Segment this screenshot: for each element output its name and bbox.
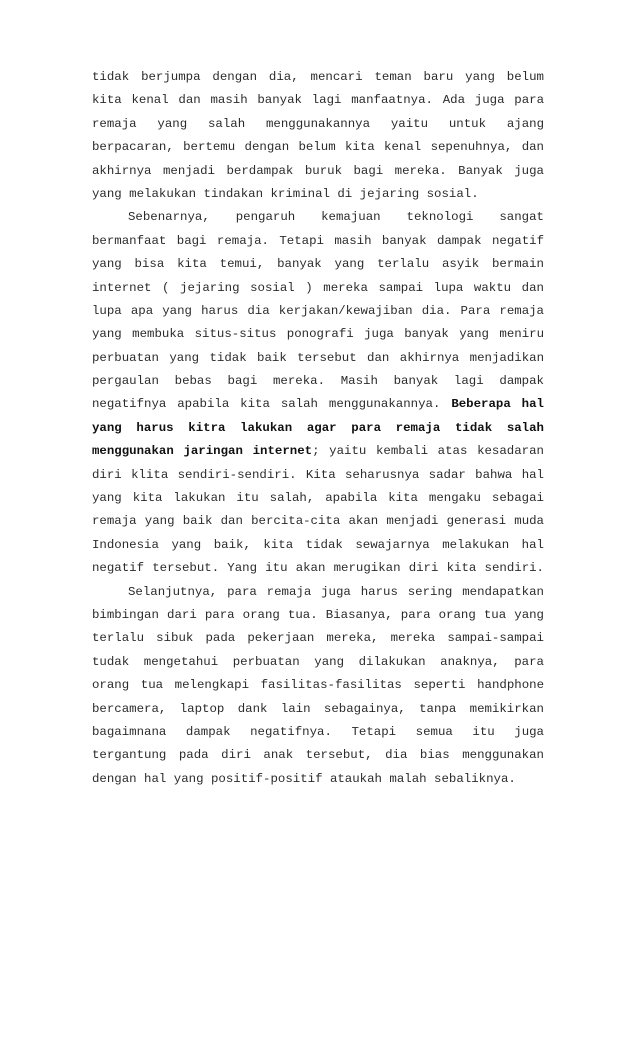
paragraph-start-line: Selanjutnya, para remaja juga harus sering mendapatkan [128, 584, 544, 599]
text-line: bermanfaat bagi remaja. Tetapi masih banyak dampak negatif [92, 233, 544, 248]
text-line: tudak mengetahui perbuatan yang dilakukan anaknya, para [92, 654, 544, 669]
text-line: diri klita sendiri-sendiri. Kita seharusnya sadar bahwa hal [92, 467, 544, 482]
bold-text-segment: menggunakan jaringan internet [92, 444, 313, 459]
text-line: yang bisa kita temui, banyak yang terlalu asyik bermain [92, 257, 544, 272]
text-line: remaja yang salah menggunakannya yaitu untuk ajang [92, 116, 544, 131]
text-line: lupa apa yang harus dia kerjakan/kewajiban dia. Para remaja [92, 303, 544, 318]
text-line: bimbingan dari para orang tua. Biasanya, para orang tua yang [92, 607, 544, 622]
text-line: tidak berjumpa dengan dia, mencari teman baru yang belum [92, 70, 544, 84]
text-line: pergaulan bebas bagi mereka. Masih banyak lagi dampak [92, 374, 544, 389]
text-line-mixed [92, 440, 544, 463]
bold-text-segment: Beberapa hal [451, 397, 544, 412]
text-segment: ; yaitu kembali atas kesadaran [312, 444, 544, 459]
text-line: tergantung pada diri anak tersebut, dia bias menggunakan [92, 748, 544, 763]
text-line: yang kita lakukan itu salah, apabila kita mengaku sebagai [92, 491, 544, 506]
text-line: berpacaran, bertemu dengan belum kita kenal sepenuhnya, dan [92, 140, 544, 155]
text-line: bercamera, laptop dank lain sebagainya, tanpa memikirkan [92, 701, 544, 716]
text-line: kita kenal dan masih banyak lagi manfaatnya. Ada juga para [92, 93, 544, 108]
text-line: akhirnya menjadi berdampak buruk bagi mereka. Banyak juga [92, 163, 544, 178]
paragraph-start-line: Sebenarnya, pengaruh kemajuan teknologi sangat [128, 210, 544, 225]
text-line: terlalu sibuk pada pekerjaan mereka, mereka sampai-sampai [92, 631, 544, 646]
body-text [92, 66, 544, 791]
text-line: negatif tersebut. Yang itu akan merugikan diri kita sendiri. [92, 561, 544, 576]
text-line: internet ( jejaring sosial ) mereka sampai lupa waktu dan [92, 280, 544, 295]
text-line: remaja yang baik dan bercita-cita akan menjadi generasi muda [92, 514, 544, 529]
text-line: Indonesia yang baik, kita tidak sewajarnya melakukan hal [92, 537, 544, 552]
bold-text-line: yang harus kitra lakukan agar para remaja tidak salah [92, 420, 544, 435]
text-line: bagaimnana dampak negatifnya. Tetapi semua itu juga [92, 724, 544, 739]
text-segment: negatifnya apabila kita salah menggunakannya. [92, 397, 441, 412]
text-line: yang membuka situs-situs ponografi juga banyak yang meniru [92, 327, 544, 342]
text-line-mixed [92, 393, 544, 416]
text-line: orang tua melengkapi fasilitas-fasilitas seperti handphone [92, 678, 544, 693]
text-line: dengan hal yang positif-positif ataukah malah sebaliknya. [92, 771, 516, 786]
text-line: yang melakukan tindakan kriminal di jejaring sosial. [92, 186, 479, 201]
text-line: perbuatan yang tidak baik tersebut dan akhirnya menjadikan [92, 350, 544, 365]
